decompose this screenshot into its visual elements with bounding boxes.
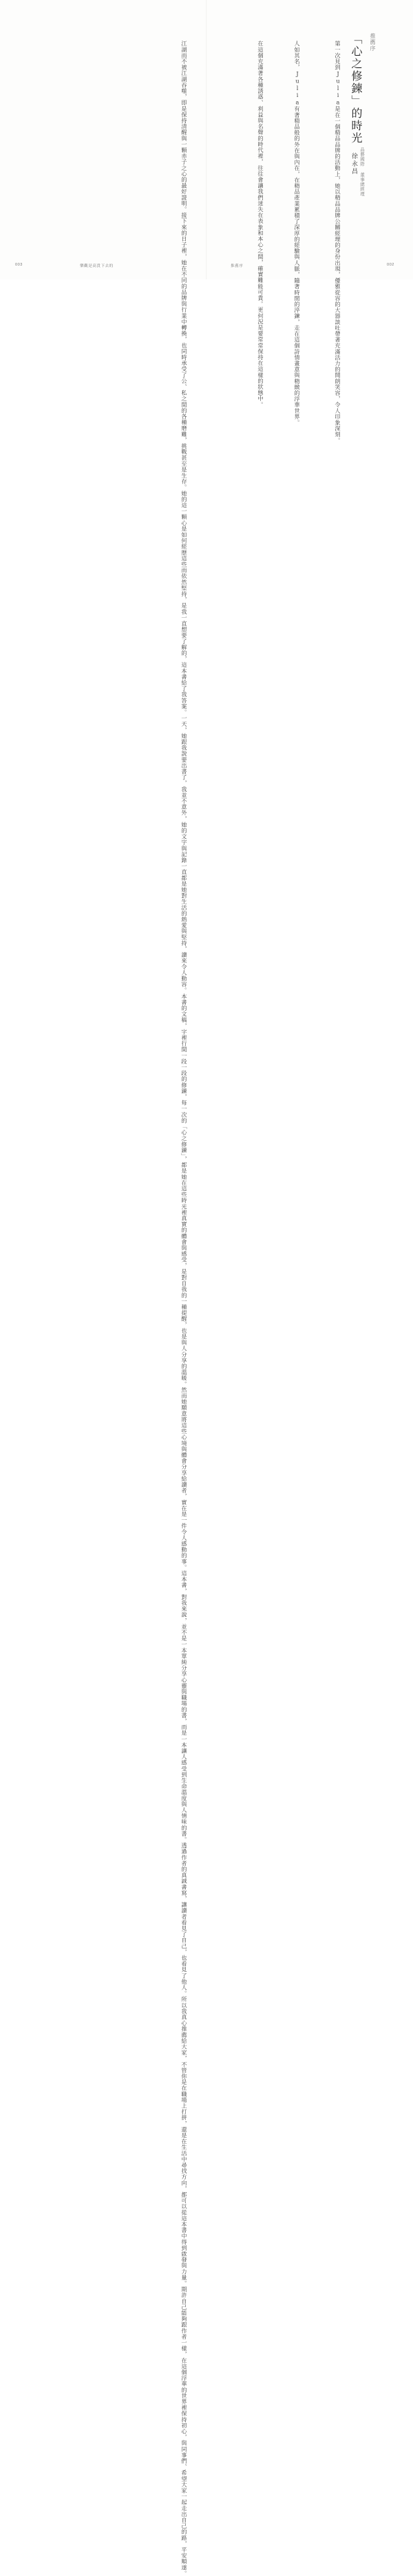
chapter-title-main: 「心之修鍊」 <box>350 33 363 107</box>
left-body-text: 江湖而不被江湖吞噬，即是保持清醒與一顆赤子之心的最好證明。接下來的日子裡，她在不同的品牌與行業中轉換，也同時承受了公、私之間的各種磨難，挑戰甚至是生存。她的這一顆心是如何經歷這些而依然堅持，是我一直想要了解的，這本書給了我答案。一天，她跟我說要出書了，我並不意外，她的文字與記錄一直都是她對生活的熱愛與堅持，讀來令人動容。本書的文稿，字裡行間一段一段的修鍊，每一次的「心之修鍊」，都是她在這些時光裡真實的體會與感受，是對自我的一種提醒，也是與人分享的溫暖。然而她願意將這些心境與體會分享給讀者，實在是一件令人感動的事。這本書，對我來說，並不是一本單純分享心靈與職場的書，而是一本讓人感受到生命溫度與人情味的書。透過作者的真誠書寫，讓讀者看見了自己，也看見了他人。所以我真心推薦給大家，不管你是在職場上打拼，還是在生活中尋找方向，都可以從這本書中得到啟發與力量。期許自己能夠跟作者一樣，在這個浮華的世界裡保持初心，與同事們、希望大家一起走出自己的路，平安順遂。 <box>181 41 188 2576</box>
right-running-title: 推薦序 <box>231 264 244 268</box>
section-label: 推薦序 <box>370 33 376 52</box>
author-name: 徐永昌 <box>350 153 357 175</box>
left-page-number: 003 <box>15 263 23 267</box>
page-gutter <box>206 0 207 279</box>
author-role: 品藝國際 董事總經理 <box>359 147 365 197</box>
right-paragraph-2: 人如其名，Julia有著精品般的外在與內在，在精品產業累積了深厚的經驗與人脈，隨著時間的淬鍊，走在這個詩情畫意與精緻的浮華世界。 <box>294 41 301 426</box>
right-paragraph-1: 第一次見到Julia是在一個精品品牌的活動上，她以精品品牌公關經理的身份出現，優雅從容的大器談吐帶著充滿活力的開朗笑容，令人印象深刻。 <box>335 41 341 444</box>
left-running-title: 樂觀是高貴下去的 <box>80 264 114 268</box>
right-paragraph-3: 在這個充滿著各種誘惑、利益與名聲的時代裡，往往會讓我們迷失在表象和本心之間，確實難能可貴。更何況是要常常保持在這樣的狀態中。 <box>257 41 264 408</box>
chapter-title <box>348 33 364 144</box>
chapter-title-tail: 的時光 <box>350 107 363 144</box>
right-page-number: 002 <box>387 263 394 267</box>
